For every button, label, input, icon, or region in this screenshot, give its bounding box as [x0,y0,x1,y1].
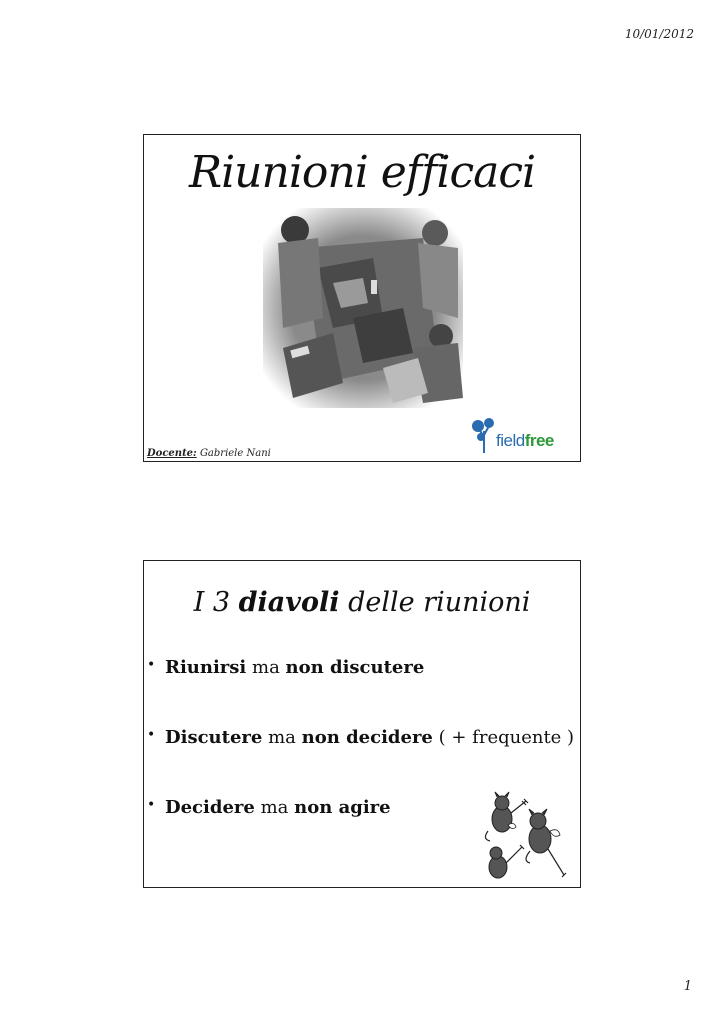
tree-icon [470,417,498,453]
page-date: 10/01/2012 [624,27,694,41]
bullet-item [144,727,580,797]
bullet-bold: Discutere [165,727,263,748]
logo-text-free: free [524,431,554,450]
bullet-text: ma [260,797,289,818]
bullet-bold: non decidere [301,727,433,748]
meeting-clipart-image [263,208,463,408]
devils-clipart-image [478,791,570,885]
fieldfree-logo [470,417,570,453]
page-number: 1 [683,979,692,994]
bullet-text: ma [252,657,280,678]
title-bold: diavoli [238,587,340,618]
teacher-name: Gabriele Nani [199,448,271,459]
logo-text-field: field [496,431,525,450]
bullet-bold: non discutere [285,657,425,678]
bullet-text: ( + frequente ) [438,727,575,748]
bullet-bold: non agire [294,797,391,818]
slide-1 [143,134,581,462]
slide-2 [143,560,581,888]
footer-label: Docente: [147,448,197,459]
slide-footer [147,448,271,459]
slide-title [144,587,580,618]
slide-title: Riunioni efficaci [188,147,536,198]
logo-text [496,431,554,451]
bullet-bold: Decidere [165,797,255,818]
title-suffix: delle riunioni [348,587,531,618]
bullet-bold: Riunirsi [165,657,247,678]
bullet-item [144,657,580,727]
bullet-text: ma [268,727,296,748]
title-prefix: I 3 [193,587,231,618]
